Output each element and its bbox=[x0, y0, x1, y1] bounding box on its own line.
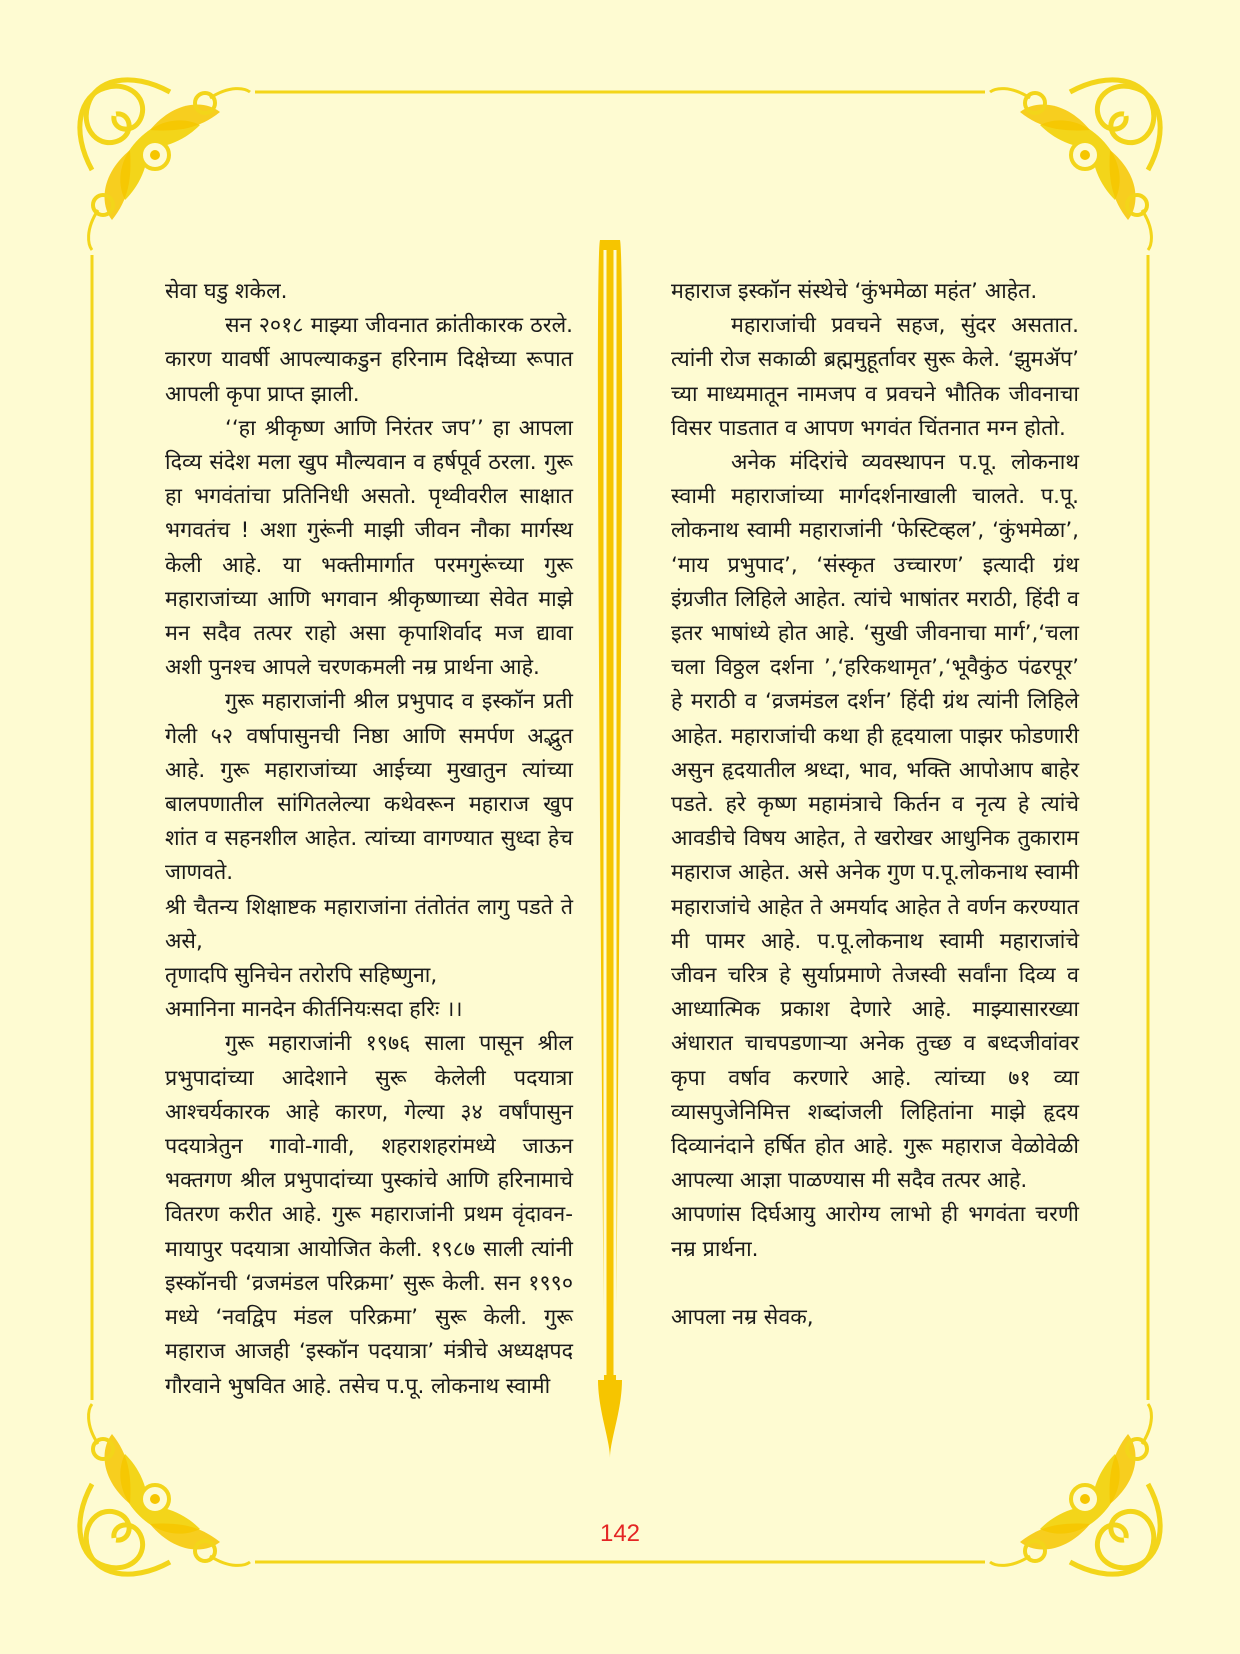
paragraph: सन २०१८ माझ्या जीवनात क्रांतीकारक ठरले. कारण यावर्षी आपल्याकडुन हरिनाम दिक्षेच्या रूपात आपली कृपा प्राप्त झाली. bbox=[165, 313, 573, 407]
verse-line: तृणादपि सुनिचेन तरोरपि सहिष्णुना, bbox=[165, 963, 438, 989]
paragraph: आपणांस दिर्घआयु आरोग्य लाभो ही भगवंता चरणी नम्र प्रार्थना. bbox=[671, 1202, 1079, 1262]
signature-line: आपला नम्र सेवक, bbox=[671, 1304, 814, 1330]
paragraph: ‘‘हा श्रीकृष्ण आणि निरंतर जप’’ हा आपला दिव्य संदेश मला खुप मौल्यवान व हर्षपूर्व ठरला. गुरू हा भगवंतांचा प्रतिनिधी असतो. पृथ्वीवरील साक्षात भगवतंच ! अशा गुरूंनी माझी जीवन नौका मार्गस्थ केली आहे. या भक्तीमार्गात परमगुरूंच्या गुरू महाराजांच्या आणि भगवान श्रीकृष्णाच्या सेवेत माझे मन सदैव तत्पर राहो असा कृपाशिर्वाद मज द्यावा अशी पुनश्च आपले चरणकमली नम्र प्रार्थना आहे. bbox=[165, 415, 573, 681]
page-number: 142 bbox=[599, 1520, 641, 1547]
paragraph: महाराज इस्कॉन संस्थेचे ‘कुंभमेळा महंत’ आहेत. bbox=[671, 279, 1038, 304]
right-text-column bbox=[671, 275, 1079, 1335]
paragraph: गुरू महाराजांनी १९७६ साला पासून श्रील प्रभुपादांच्या आदेशाने सुरू केलेली पदयात्रा आश्चर्यकारक आहे कारण, गेल्या ३४ वर्षांपासुन पदयात्रेतुन गावो-गावी, शहराशहरांमध्ये जाऊन भक्तगण श्रील प्रभुपादांच्या पुस्कांचे आणि हरिनामाचे वितरण करीत आहे. गुरू महाराजांनी प्रथम वृंदावन-मायापुर पदयात्रा आयोजित केली. १९८७ साली त्यांनी इस्कॉनची ‘व्रजमंडल परिक्रमा’ सुरू केली. सन १९९० मध्ये ‘नवद्विप मंडल परिक्रमा’ सुरू केली. गुरू महाराज आजही ‘इस्कॉन पदयात्रा’ मंत्रीचे अध्यक्षपद गौरवाने भुषवित आहे. तसेच प.पू. लोकनाथ स्वामी bbox=[165, 1031, 573, 1399]
left-text-column bbox=[165, 275, 573, 1404]
paragraph: गुरू महाराजांनी श्रील प्रभुपाद व इस्कॉन प्रती गेली ५२ वर्षापासुनची निष्ठा आणि समर्पण अद्भुत आहे. गुरू महाराजांच्या आईच्या मुखातुन त्यांच्या बालपणातील सांगितलेल्या कथेवरून महाराज खुप शांत व सहनशील आहेत. त्यांच्या वागण्यात सुध्दा हेच जाणवते. bbox=[165, 689, 573, 886]
verse-line: अमानिना मानदेन कीर्तनियःसदा हरिः ।। bbox=[165, 997, 463, 1023]
paragraph: सेवा घडु शकेल. bbox=[165, 279, 288, 304]
paragraph: महाराजांची प्रवचने सहज, सुंदर असतात. त्यांनी रोज सकाळी ब्रह्ममुहूर्तावर सुरू केले. ‘झुमॲप’ च्या माध्यमातून नामजप व प्रवचने भौतिक जीवनाचा विसर पाडतात व आपण भगवंत चिंतनात मग्न होतो. bbox=[671, 313, 1079, 441]
paragraph: अनेक मंदिरांचे व्यवस्थापन प.पू. लोकनाथ स्वामी महाराजांच्या मार्गदर्शनाखाली चालते. प.पू. लोकनाथ स्वामी महाराजांनी ‘फेस्टिव्हल’, ‘कुंभमेळा’, ‘माय प्रभुपाद’, ‘संस्कृत उच्चारण’ इत्यादी ग्रंथ इंग्रजीत लिहिले आहेत. त्यांचे भाषांतर मराठी, हिंदी व इतर भाषांध्ये होत आहे. ‘सुखी जीवनाचा मार्ग’,‘चला चला विठ्ठल दर्शना ’,‘हरिकथामृत’,‘भूवैकुंठ पंढरपूर’ हे मराठी व ‘व्रजमंडल दर्शन’ हिंदी ग्रंथ त्यांनी लिहिले आहेत. महाराजांची कथा ही हृदयाला पाझर फोडणारी असुन हृदयातील श्रध्दा, भाव, भक्ति आपोआप बाहेर पडते. हरे कृष्ण महामंत्राचे किर्तन व नृत्य हे त्यांचे आवडीचे विषय आहेत, ते खरोखर आधुनिक तुकाराम महाराज आहेत. असे अनेक गुण प.पू.लोकनाथ स्वामी महाराजांचे आहेत ते अमर्याद आहेत ते वर्णन करण्यात मी पामर आहे. प.पू.लोकनाथ स्वामी महाराजांचे जीवन चरित्र हे सुर्याप्रमाणे तेजस्वी सर्वांना दिव्य व आध्यात्मिक प्रकाश देणारे आहे. माझ्यासारख्या अंधारात चाचपडणाऱ्या अनेक तुच्छ व बध्दजीवांवर कृपा वर्षाव करणारे आहे. त्यांच्या ७१ व्या व्यासपुजेनिमित्त शब्दांजली लिहितांना माझे हृदय दिव्यानंदाने हर्षित होत आहे. गुरू महाराज वेळोवेळी आपल्या आज्ञा पाळण्यास मी सदैव तत्पर आहे. bbox=[671, 450, 1079, 1194]
paragraph: श्री चैतन्य शिक्षाष्टक महाराजांना तंतोतंत लागु पडते ते असे, bbox=[165, 894, 573, 954]
